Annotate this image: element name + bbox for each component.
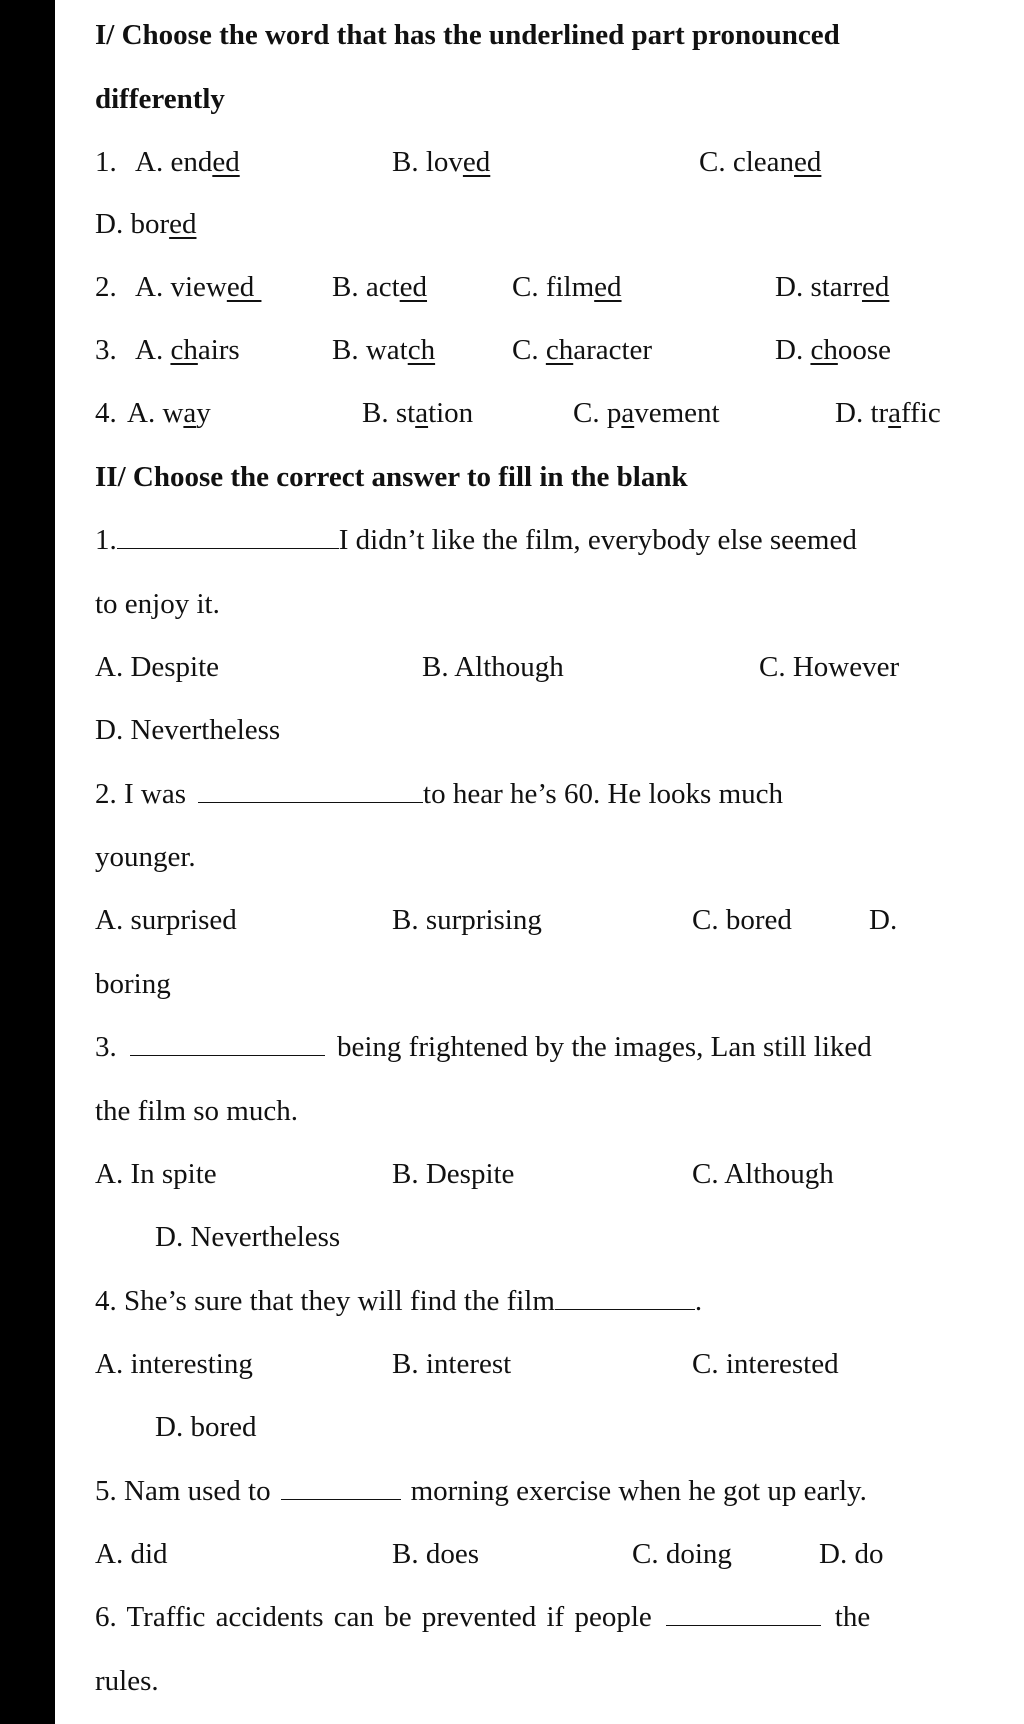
- s1-q3-option-a: A. chairs: [135, 334, 240, 366]
- s2-q3-option-c: C. Although: [692, 1158, 834, 1190]
- s1-q3-number: 3.: [95, 334, 117, 366]
- s2-q5-blank: [281, 1477, 401, 1500]
- s2-q3-blank: [130, 1033, 325, 1056]
- s2-q1-option-b: B. Although: [422, 651, 564, 683]
- s2-q4-line: 4. She’s sure that they will find the film .: [95, 1285, 703, 1317]
- s1-q3-option-d: D. choose: [775, 334, 891, 366]
- s1-q2-option-d: D. starred: [775, 271, 890, 303]
- s2-q4-option-b: B. interest: [392, 1348, 512, 1380]
- s1-q1-option-b: B. loved: [392, 146, 491, 178]
- s2-q2-line: 2. I was to hear he’s 60. He looks much: [95, 778, 784, 810]
- s1-q2-option-a: A. viewed: [135, 271, 262, 303]
- s2-q5-option-d: D. do: [819, 1538, 884, 1570]
- s2-q1-blank: [117, 526, 339, 549]
- s2-q3-line: being frightened by the images, Lan still liked: [130, 1030, 872, 1064]
- s2-q4-option-c: C. interested: [692, 1348, 839, 1380]
- s2-q6-blank: [666, 1603, 821, 1626]
- s1-q4-option-c: C. pavement: [573, 397, 720, 429]
- s2-q2-cont: younger.: [95, 841, 196, 873]
- s2-q4-option-a: A. interesting: [95, 1348, 253, 1380]
- s2-q2-option-b: B. surprising: [392, 904, 542, 936]
- s2-q3-option-d: D. Nevertheless: [155, 1221, 341, 1253]
- s1-q4-option-a: A. way: [127, 397, 211, 429]
- s1-q3-option-b: B. watch: [332, 334, 436, 366]
- s2-q4-blank: [555, 1287, 695, 1310]
- s1-q3-option-c: C. character: [512, 334, 653, 366]
- s2-q5-option-b: B. does: [392, 1538, 479, 1570]
- s2-q3-option-a: A. In spite: [95, 1158, 217, 1190]
- section-1-title: I/ Choose the word that has the underlined part pronounced: [95, 19, 840, 51]
- s2-q3-option-b: B. Despite: [392, 1158, 515, 1190]
- s2-q3-cont: the film so much.: [95, 1095, 298, 1127]
- section-2-title: II/ Choose the correct answer to fill in the blank: [95, 461, 688, 493]
- s2-q2-option-c: C. bored: [692, 904, 792, 936]
- s2-q1-option-c: C. However: [759, 651, 900, 683]
- s2-q1-line: 1. I didn’t like the film, everybody else seemed: [95, 524, 857, 556]
- s1-q1-option-d: D. bored: [95, 208, 197, 240]
- s2-q2-option-a: A. surprised: [95, 904, 237, 936]
- section-1-title-cont: differently: [95, 83, 225, 115]
- s1-q1-number: 1.: [95, 146, 117, 178]
- s2-q6-line: 6. Traffic accidents can be prevented if people the: [95, 1601, 871, 1633]
- s1-q4-option-b: B. station: [362, 397, 474, 429]
- s2-q5-line: 5. Nam used to morning exercise when he got up early.: [95, 1475, 867, 1507]
- s2-q1-cont: to enjoy it.: [95, 588, 220, 620]
- s1-q1-option-c: C. cleaned: [699, 146, 822, 178]
- worksheet-paper: [55, 0, 1024, 1724]
- s2-q2-option-d-letter: D.: [869, 904, 898, 936]
- s1-q2-number: 2.: [95, 271, 117, 303]
- s2-q5-option-a: A. did: [95, 1538, 168, 1570]
- s2-q4-option-d: D. bored: [155, 1411, 257, 1443]
- s1-q4-option-d: D. traffic: [835, 397, 941, 429]
- s2-q2-option-d-text: boring: [95, 968, 171, 1000]
- s2-q2-blank: [198, 780, 423, 803]
- s2-q1-option-a: A. Despite: [95, 651, 220, 683]
- s2-q1-option-d: D. Nevertheless: [95, 714, 281, 746]
- s1-q2-option-c: C. filmed: [512, 271, 622, 303]
- s1-q1-option-a: A. ended: [135, 146, 240, 178]
- s2-q3-number: 3.: [95, 1031, 117, 1063]
- s2-q5-option-c: C. doing: [632, 1538, 732, 1570]
- s1-q2-option-b: B. acted: [332, 271, 428, 303]
- s2-q6-cont: rules.: [95, 1665, 159, 1697]
- s1-q4-number: 4.: [95, 397, 117, 429]
